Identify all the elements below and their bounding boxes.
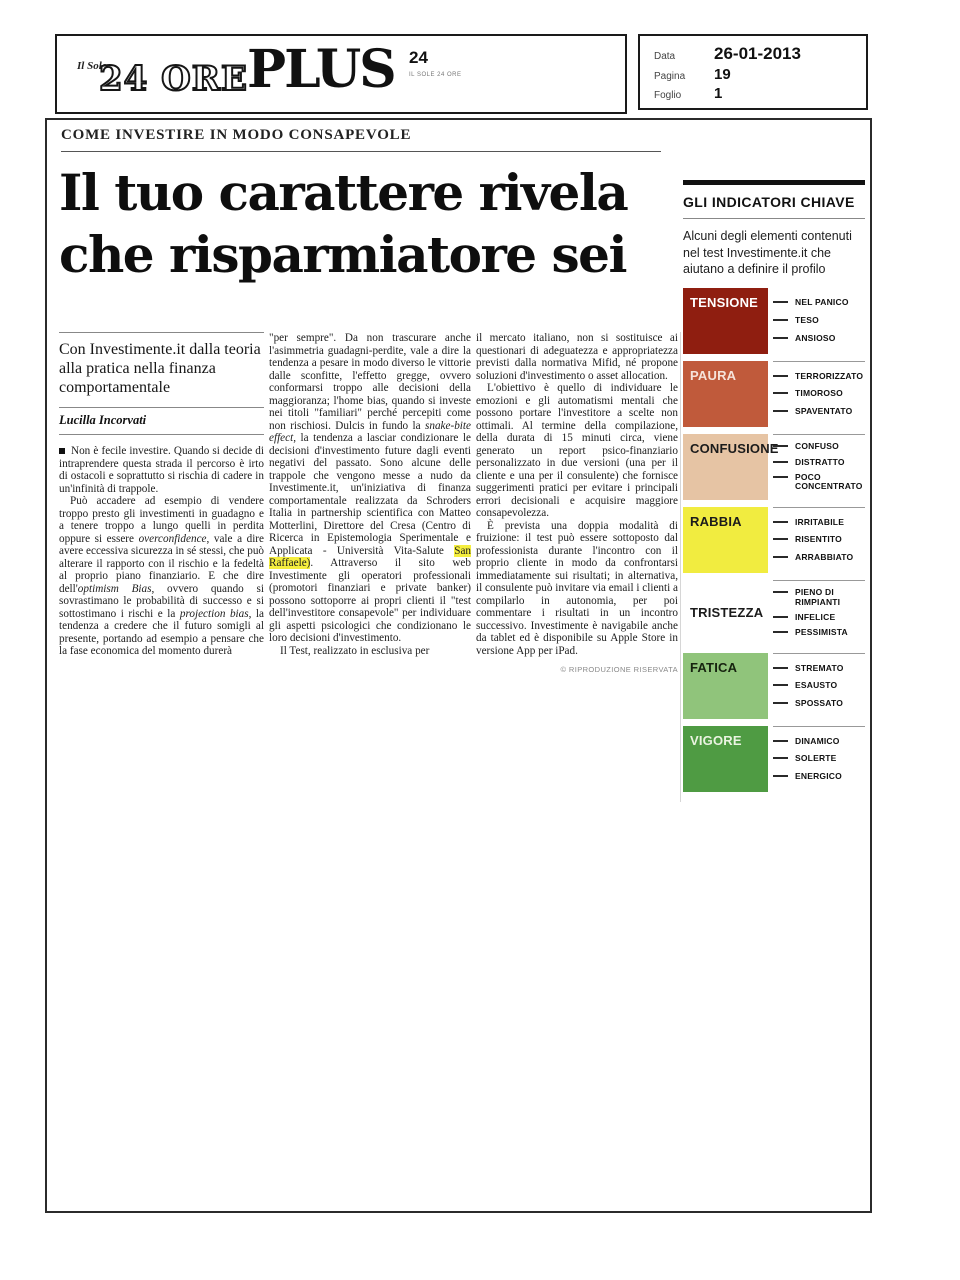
meta-row-sheet	[654, 85, 866, 102]
column-3-body	[476, 332, 678, 657]
paragraph	[269, 332, 471, 645]
kicker: COME INVESTIRE IN MODO CONSAPEVOLE	[61, 127, 661, 152]
indicator-row	[683, 507, 865, 573]
indicator-row	[683, 653, 865, 719]
masthead-box	[55, 34, 627, 114]
text-segment: , ovvero quando si sovrastimano le probabilità di successo e si sottostimano i rischi e la	[59, 582, 264, 620]
indicator-items	[773, 726, 865, 792]
indicator-item: ARRABBIATO	[773, 553, 865, 563]
indicator-item: POCO CONCENTRATO	[773, 473, 865, 492]
indicator-item: CONFUSO	[773, 442, 865, 452]
text-segment: Non è fecile investire. Quando si decide di intraprendere questa strada il percorso è irto di ostacoli e soprattutto si rischia di cadere in un'infinità di trappole.	[59, 445, 264, 495]
masthead-brand: 24 ORE	[99, 59, 248, 99]
indicator-swatch: VIGORE	[683, 726, 768, 792]
indicators-list	[683, 288, 865, 792]
paragraph	[59, 445, 264, 495]
text-segment: , vale a dire avere eccessiva sicurezza in sé stessi, che può alterare il rapporto con il rischio e la fedeltà al proprio piano finanziario. E che dire dell'	[59, 532, 265, 595]
indicator-swatch: FATICA	[683, 653, 768, 719]
indicator-item: STREMATO	[773, 664, 865, 674]
indicator-row	[683, 580, 865, 646]
masthead-tagline: IL SOLE 24 ORE	[409, 72, 462, 78]
text-segment: L'obiettivo è quello di individuare le emozioni e gli automatismi mentali che possono portare l'investitore a scelte non ottimali. Al termine della compilazione, della durata di 15 minuti circa, viene generato un report psico-finanziario personalizzato in due versioni (una per il cliente e una per il consulente) che fornisce suggerimenti pratici per evitare i principali errori decisionali e acquisire maggiore consapevolezza.	[476, 382, 678, 519]
copyright-credit: © RIPRODUZIONE RISERVATA	[560, 665, 678, 674]
paragraph	[269, 645, 471, 658]
text-segment: optimism Bias	[77, 582, 152, 595]
indicator-item: PIENO DI RIMPIANTI	[773, 588, 865, 607]
text-segment: snake-bite effect	[269, 419, 471, 444]
indicator-item: SPOSSATO	[773, 699, 865, 709]
author-byline: Lucilla Incorvati	[59, 407, 264, 435]
column-2-body	[269, 332, 471, 657]
text-segment: . Attraverso il sito web Investimente gli operatori professionali (promotori finanziari e private banker) possono sottoporre ai propri clienti il "test dell'investitore consapevole" per individuare gli aspetti psicologici che condizionano le loro decisioni d'investimento.	[269, 557, 471, 644]
text-segment: overconfidence	[138, 532, 207, 545]
indicator-item: PESSIMISTA	[773, 628, 865, 638]
headline-line-2: che risparmiatore sei	[59, 225, 626, 284]
sheet-value: 1	[714, 85, 723, 102]
meta-row-date	[654, 44, 866, 64]
headline	[59, 162, 699, 286]
indicator-item: NEL PANICO	[773, 298, 865, 308]
indicator-item: ESAUSTO	[773, 681, 865, 691]
page-label: Pagina	[654, 71, 686, 82]
indicator-item: INFELICE	[773, 613, 865, 623]
masthead-plus: PLUS	[247, 39, 395, 100]
text-segment: , la tendenza a credere che il futuro somigli al presente, portando ad esempio a pensare che la fase economica del momento durerà	[59, 607, 264, 657]
paragraph-lead-square-icon	[59, 448, 65, 454]
indicator-item: ANSIOSO	[773, 334, 865, 344]
date-value: 26-01-2013	[714, 44, 801, 63]
paragraph	[476, 520, 678, 658]
paragraph	[59, 495, 264, 658]
key-indicators-sidebar	[683, 180, 865, 799]
indicator-item: SPAVENTATO	[773, 407, 865, 417]
indicator-row	[683, 434, 865, 500]
text-column-1	[59, 332, 264, 658]
indicator-item: RISENTITO	[773, 535, 865, 545]
sheet-label: Foglio	[654, 90, 682, 101]
text-segment: , la tendenza a lasciar condizionare le decisioni d'investimento future dagli eventi negativi del passato. Sono alcune delle trappole che vengono messe a nudo da Investimente.it, un'iniziativa di finanza comportamentale realizzata da Schroders Italia in partnership scientifica con Matteo Motterlini, Direttore del Cresa (Centro di Ricerca in Epistemologia Sperimentale e Applicata - Università Vita-Salute	[269, 432, 471, 557]
indicator-items	[773, 361, 865, 427]
indicator-swatch: RABBIA	[683, 507, 768, 573]
indicator-item: DISTRATTO	[773, 458, 865, 468]
indicator-items	[773, 507, 865, 573]
masthead-plus-number: 24	[409, 48, 428, 67]
indicator-row	[683, 288, 865, 354]
indicator-item: IRRITABILE	[773, 518, 865, 528]
meta-row-page	[654, 66, 866, 83]
text-segment: Può accadere ad esempio di vendere troppo presto gli investimenti in guadagno e a tenere troppo a lungo quelli in perdita oppure si essere	[59, 495, 264, 545]
indicator-item: TERRORIZZATO	[773, 372, 865, 382]
indicator-row	[683, 726, 865, 792]
indicator-items	[773, 288, 865, 354]
sidebar-title: GLI INDICATORI CHIAVE	[683, 185, 865, 219]
sidebar-intro: Alcuni degli elementi contenuti nel test Investimente.it che aiutano a definire il profilo	[683, 229, 852, 276]
headline-line-1: Il tuo carattere rivela	[59, 163, 628, 222]
text-segment: "per sempre". Da non trascurare anche l'asimmetria guadagni-perdite, vale a dire la tendenza a pesare in modo diverso le vittorie dalle sconfitte, l'effetto gregge, ovvero conformarsi troppo alle decisioni della maggioranza; l'home bias, quando si investe nei titoli "familiari" perché percepiti come non rischiosi. Dulcis in fundo la	[269, 332, 471, 432]
indicator-swatch: PAURA	[683, 361, 768, 427]
indicator-item: ENERGICO	[773, 772, 865, 782]
text-segment: È prevista una doppia modalità di fruizione: il test può essere sottoposto dal professionista durante l'incontro con il proprio cliente in modo da confrontarsi immediatamente sui risultati; in alternativa, il consulente può invitare via email i clienti a compilarlo in autonomia, per poi commentare i risultati in un incontro successivo. Investimente è navigabile anche da tablet ed è disponibile su Apple Store in versione App per iPad.	[476, 519, 678, 657]
masthead-prefix: Il Sole	[77, 60, 107, 72]
indicator-items	[773, 580, 865, 646]
indicator-item: TIMOROSO	[773, 389, 865, 399]
indicator-swatch: TENSIONE	[683, 288, 768, 354]
scan-meta-box	[638, 34, 868, 110]
column-divider	[680, 332, 681, 802]
indicator-swatch: CONFUSIONE	[683, 434, 768, 500]
text-segment: il mercato italiano, non si sostituisce ai questionari di adeguatezza e appropriatezza previsti dalla normativa Mifid, né propone soluzioni d'investimento o asset allocation.	[476, 332, 678, 382]
indicator-row	[683, 361, 865, 427]
date-label: Data	[654, 51, 676, 62]
paragraph	[476, 382, 678, 520]
page-value: 19	[714, 66, 731, 83]
indicator-items	[773, 434, 865, 500]
indicator-items	[773, 653, 865, 719]
paragraph	[476, 332, 678, 382]
indicator-swatch: TRISTEZZA	[690, 605, 764, 620]
indicator-item: TESO	[773, 316, 865, 326]
column-1-body	[59, 445, 264, 658]
text-segment: projection bias	[179, 607, 249, 620]
indicator-item: DINAMICO	[773, 737, 865, 747]
indicator-item: SOLERTE	[773, 754, 865, 764]
article-frame	[45, 118, 872, 1213]
highlighted-text: San Raffaele)	[269, 544, 471, 569]
text-column-3	[476, 332, 678, 674]
standfirst: Con Investimente.it dalla teoria alla pratica nella finanza comportamentale	[59, 341, 261, 396]
text-segment: Il Test, realizzato in esclusiva per	[280, 644, 430, 657]
text-column-2	[269, 332, 471, 657]
